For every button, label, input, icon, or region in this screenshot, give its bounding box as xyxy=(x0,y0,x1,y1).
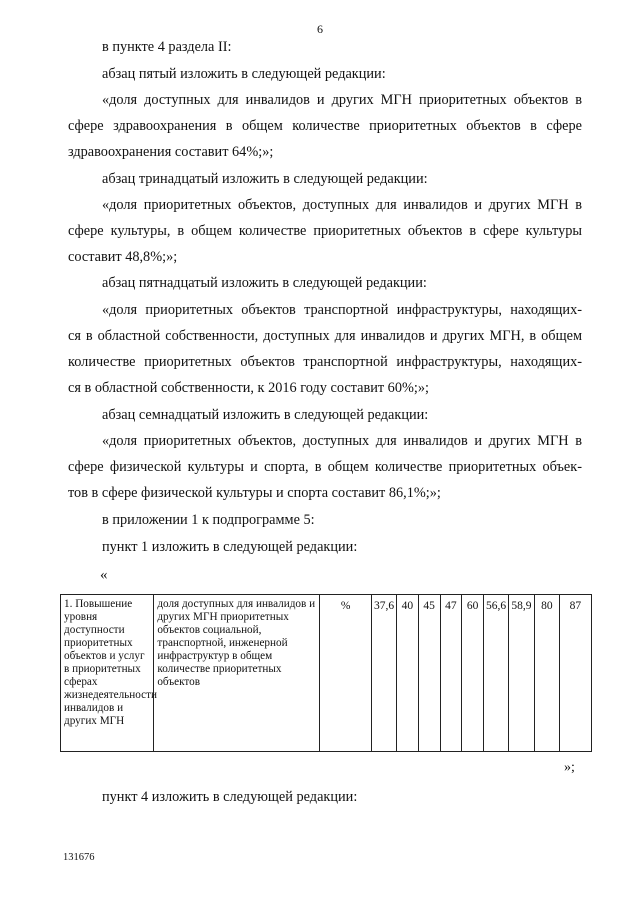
closing-quote: »; xyxy=(564,760,575,775)
paragraph-line: «доля доступных для инвалидов и других МГН приоритетных объектов в xyxy=(102,92,582,108)
value-cell: 45 xyxy=(418,595,440,752)
final-paragraph: пункт 4 изложить в следующей редакции: xyxy=(102,789,358,805)
value-cell: 37,6 xyxy=(372,595,397,752)
paragraph-line: абзац пятнадцатый изложить в следующей редакции: xyxy=(102,275,427,291)
paragraph-line: количестве приоритетных объектов транспортной инфраструктуры, находящих- xyxy=(68,354,582,370)
opening-quote: « xyxy=(100,567,108,583)
paragraph-line: «доля приоритетных объектов, доступных для инвалидов и других МГН в xyxy=(102,197,582,213)
paragraph-line: пункт 1 изложить в следующей редакции: xyxy=(102,539,358,555)
paragraph-line: здравоохранения составит 64%;»; xyxy=(68,144,274,160)
value-cell: 87 xyxy=(559,595,591,752)
paragraph-line: в пункте 4 раздела II: xyxy=(102,39,232,55)
paragraph-line: сфере здравоохранения в общем количестве приоритетных объектов в сфере xyxy=(68,118,582,134)
paragraph-line: абзац тринадцатый изложить в следующей редакции: xyxy=(102,171,428,187)
unit-cell: % xyxy=(320,595,372,752)
value-cell: 60 xyxy=(462,595,484,752)
value-cell: 58,9 xyxy=(508,595,534,752)
task-cell: 1. Повышение уровня доступности приоритетных объектов и услуг в приоритетных сферах жизнедеятельности инвалидов и других МГН xyxy=(61,595,154,752)
paragraph-line: в приложении 1 к подпрограмме 5: xyxy=(102,512,315,528)
paragraph-line: сфере культуры, в общем количестве приоритетных объектов в сфере культуры xyxy=(68,223,582,239)
paragraph-line: составит 48,8%;»; xyxy=(68,249,178,265)
paragraph-line: ся в областной собственности, доступных для инвалидов и других МГН, в общем xyxy=(68,328,582,344)
paragraph-line: «доля приоритетных объектов, доступных для инвалидов и других МГН в xyxy=(102,433,582,449)
paragraph-line: ся в областной собственности, к 2016 году составит 60%;»; xyxy=(68,380,429,396)
document-code: 131676 xyxy=(63,852,95,863)
table-row xyxy=(61,595,592,752)
indicator-cell: доля доступных для инвалидов и других МГН приоритетных объектов социальной, транспортной, инженерной инфраструктур в общем количестве приоритетных объектов xyxy=(154,595,320,752)
paragraph-line: сфере физической культуры и спорта, в общем количестве приоритетных объек- xyxy=(68,459,582,475)
value-cell: 47 xyxy=(440,595,462,752)
indicator-table xyxy=(60,594,592,752)
value-cell: 56,6 xyxy=(484,595,509,752)
value-cell: 40 xyxy=(397,595,419,752)
paragraph-line: абзац семнадцатый изложить в следующей редакции: xyxy=(102,407,429,423)
paragraph-line: «доля приоритетных объектов транспортной инфраструктуры, находящих- xyxy=(102,302,582,318)
paragraph-line: тов в сфере физической культуры и спорта составит 86,1%;»; xyxy=(68,485,441,501)
page-number: 6 xyxy=(317,22,323,36)
value-cell: 80 xyxy=(534,595,559,752)
paragraph-line: абзац пятый изложить в следующей редакции: xyxy=(102,66,386,82)
